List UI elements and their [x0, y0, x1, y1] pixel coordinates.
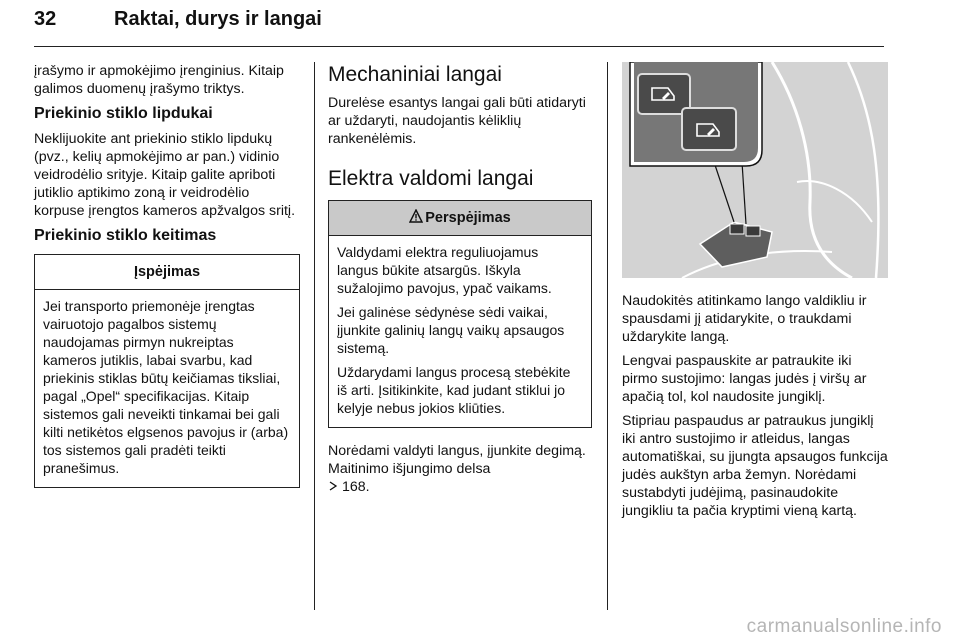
section-heading-windshield-replacement: Priekinio stiklo keitimas: [34, 227, 217, 244]
caution-box: [34, 254, 300, 488]
warning-paragraph-2: Jei galinėse sėdynėse sėdi vaikai, įjunkite galinių langų vaikų apsaugos sistemą.: [337, 304, 565, 356]
warning-heading: Perspėjimas: [425, 210, 511, 226]
warning-paragraph-1: Valdydami elektra reguliuojamus langus būkite atsargūs. Iškyla sužalojimo pavojus, ypač vaikams.: [337, 244, 552, 296]
column-1: [34, 62, 300, 488]
intro-text: įrašymo ir apmokėjimo įrenginius. Kitaip galimos duomenų įrašymo triktys.: [34, 63, 284, 97]
column-divider-2: [607, 62, 608, 610]
warning-box: [328, 200, 592, 428]
header-rule: [34, 46, 884, 47]
operation-text-3: Stipriau paspaudus ar patraukus jungiklį iki antro sustojimo ir atleidus, langas automatiškai, su įjungta apsaugos funkcija judės aukštyn arba žemyn. Norėdami sustabdyti judėjimą, pasinaudokite jungikliu ta pačia kryptimi vieną kartą.: [622, 413, 888, 519]
column-2: [328, 62, 592, 502]
warning-paragraph-3: Uždarydami langus procesą stebėkite iš arti. Įsitikinkite, kad judant stiklui jo kelyje nebus jokios kliūties.: [337, 364, 571, 416]
window-switch-illustration: [622, 62, 888, 278]
operation-text-2: Lengvai paspauskite ar patraukite iki pirmo sustojimo: langas judės į viršų ar apačią tol, kol naudosite jungiklį.: [622, 353, 867, 405]
warning-triangle-icon: [409, 209, 423, 223]
page-header: [34, 6, 884, 46]
ignition-text: [328, 442, 592, 496]
caution-text: Jei transporto priemonėje įrengtas vairuotojo pagalbos sistemų naudojamas pirmyn nukreiptas kameros jutiklis, labai svarbu, kad priekinis stiklas būtų keičiamas tiksliai, pagal „Opel“ specifikacijas. Kitaip sistemos gali neveikti tinkamai bei gali kilti netikėtos elgsenos pavojus ir (arba) tos sistemos gali pradėti teikti pranešimus.: [43, 298, 289, 476]
window-switch-drawing: [622, 62, 888, 278]
warning-header: [329, 201, 591, 236]
mechanical-windows-text: Durelėse esantys langai gali būti atidaryti ar uždaryti, naudojantis kėliklių rankenėlėmis.: [328, 95, 586, 147]
running-title: Raktai, durys ir langai: [114, 8, 322, 30]
sticker-text: Neklijuokite ant priekinio stiklo lipdukų (pvz., kelių apmokėjimo ar pan.) vidinio veidrodėlio srityje. Kitaip galite apriboti jutiklio aptikimo zoną ir veidrodėlio korpuse įrengtos kameros apžvalgos sritį.: [34, 131, 296, 219]
watermark: carmanualsonline.info: [746, 616, 942, 637]
heading-mechanical-windows: Mechaniniai langai: [328, 63, 502, 86]
section-heading-sticker: Priekinio stiklo lipdukai: [34, 105, 213, 122]
arrow-reference-icon: [328, 481, 338, 491]
page-number: 32: [34, 8, 57, 30]
operation-text-1: Naudokitės atitinkamo lango valdikliu ir spausdami jį atidarykite, o traukdami uždarykite langą.: [622, 293, 867, 345]
column-divider-1: [314, 62, 315, 610]
heading-power-windows: Elektra valdomi langai: [328, 167, 534, 190]
ignition-text-body: Norėdami valdyti langus, įjunkite degimą. Maitinimo išjungimo delsa: [328, 443, 586, 477]
caution-heading: Įspėjimas: [35, 255, 299, 290]
column-3: [622, 62, 888, 526]
page-reference[interactable]: 168.: [341, 479, 370, 495]
